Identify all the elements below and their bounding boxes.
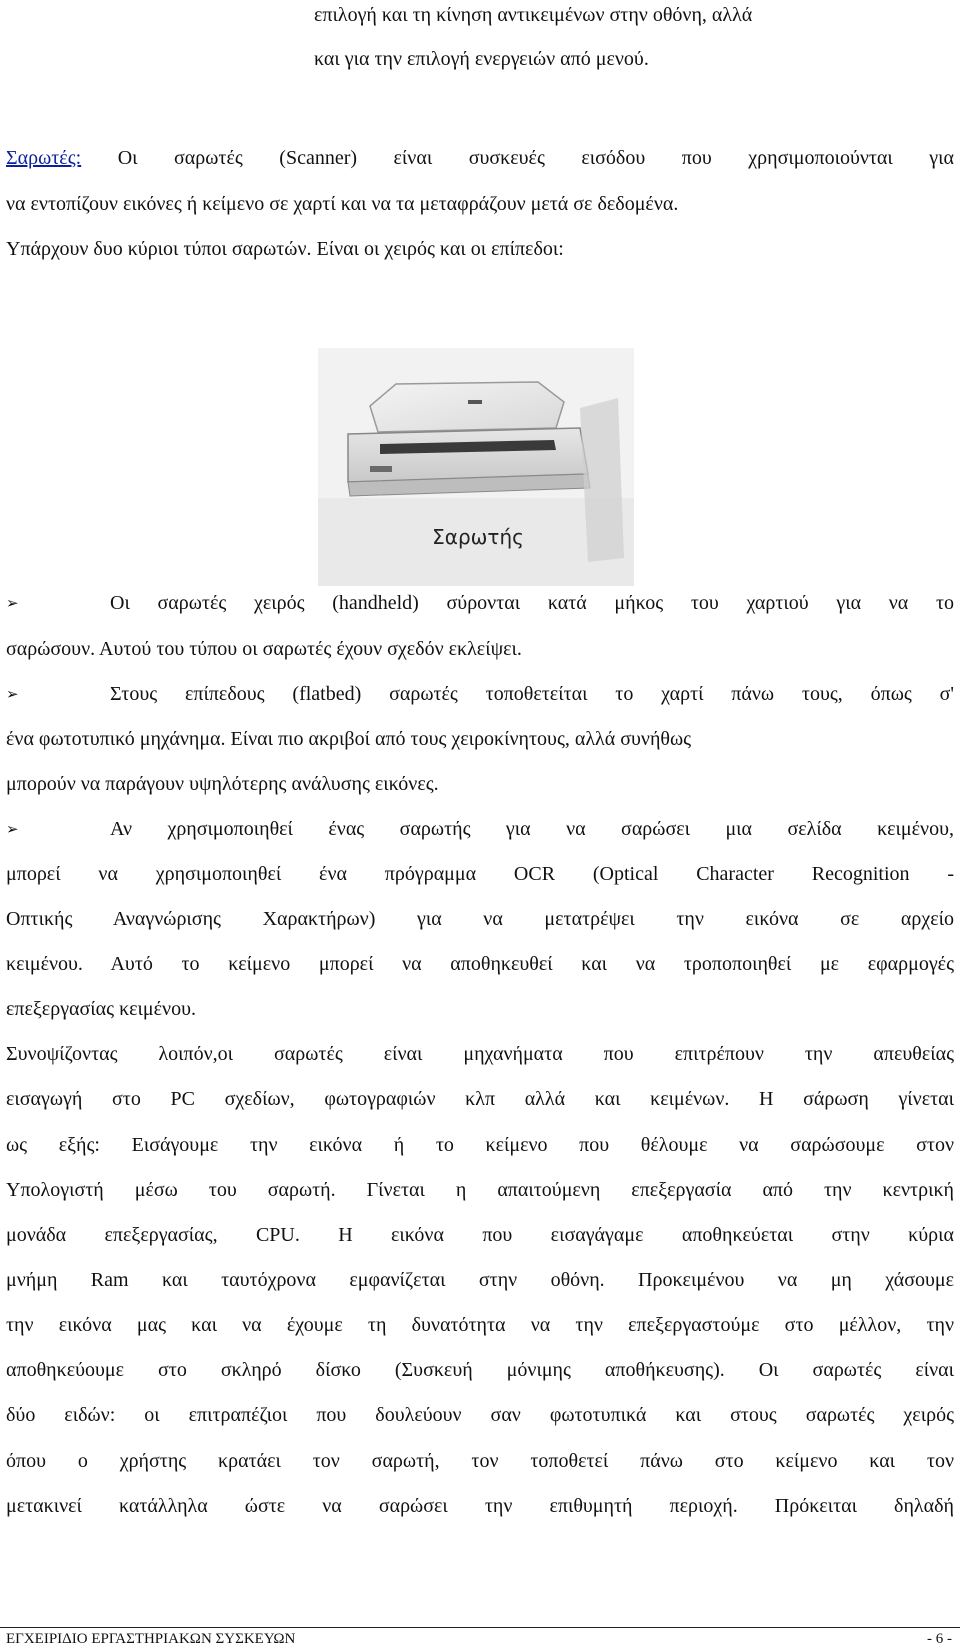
summary-line: μονάδα επεξεργασίας, CPU. Η εικόνα που εισαγάγαμε αποθηκεύεται στην κύρια <box>6 1224 954 1246</box>
bullet-2-line-2: ένα φωτοτυπικό μηχάνημα. Είναι πιο ακριβοί από τους χειροκίνητους, αλλά συνήθως <box>6 728 692 750</box>
bullet-1-line-2: σαρώσουν. Αυτού του τύπου οι σαρωτές έχουν σχεδόν εκλείψει. <box>6 638 522 660</box>
bullet-2-line-3: μπορούν να παράγουν υψηλότερης ανάλυσης εικόνες. <box>6 773 439 795</box>
bullet-3-line-2: μπορεί να χρησιμοποιηθεί ένα πρόγραμμα OCR (Optical Character Recognition - <box>6 863 954 885</box>
summary-line: ως εξής: Εισάγουμε την εικόνα ή το κείμενο που θέλουμε να σαρώσουμε στον <box>6 1134 954 1156</box>
bullet-3-line-3: Οπτικής Αναγνώρισης Χαρακτήρων) για να μετατρέψει την εικόνα σε αρχείο <box>6 908 954 930</box>
bullet-icon: ➢ <box>6 594 19 612</box>
figure-caption: Σαρωτής <box>432 525 524 549</box>
bullet-icon: ➢ <box>6 820 19 838</box>
summary-line: δύο ειδών: οι επιτραπέζιοι που δουλεύουν σαν φωτοτυπικά και στους σαρωτές χειρός <box>6 1404 954 1426</box>
bullet-1-first-line: Οι σαρωτές χειρός (handheld) σύρονται κατά μήκος του χαρτιού για να το <box>110 592 954 614</box>
footer-title: ΕΓΧΕΙΡΙΔΙΟ ΕΡΓΑΣΤΗΡΙΑΚΩΝ ΣΥΣΚΕΥΩΝ <box>6 1631 296 1647</box>
scanners-paragraph-line-3: Υπάρχουν δυο κύριοι τύποι σαρωτών. Είναι οι χειρός και οι επίπεδοι: <box>6 238 564 260</box>
bullet-icon: ➢ <box>6 685 19 703</box>
bullet-3-line-5: επεξεργασίας κειμένου. <box>6 998 196 1020</box>
scanners-line-1-text: Οι σαρωτές (Scanner) είναι συσκευές εισόδου που χρησιμοποιούνται για <box>81 147 954 169</box>
summary-line: αποθηκεύουμε στο σκληρό δίσκο (Συσκευή μόνιμης αποθήκευσης). Οι σαρωτές είναι <box>6 1359 954 1381</box>
intro-line-1: επιλογή και τη κίνηση αντικειμένων στην οθόνη, αλλά <box>314 4 753 26</box>
summary-line: εισαγωγή στο PC σχεδίων, φωτογραφιών κλπ αλλά και κειμένων. Η σάρωση γίνεται <box>6 1088 954 1110</box>
bullet-3-line-4: κειμένου. Αυτό το κείμενο μπορεί να αποθηκευθεί και να τροποποιηθεί με εφαρμογές <box>6 953 954 975</box>
footer-divider <box>0 1627 960 1628</box>
summary-line: μνήμη Ram και ταυτόχρονα εμφανίζεται στην οθόνη. Προκειμένου να μη χάσουμε <box>6 1269 954 1291</box>
scanner-photo <box>318 348 634 586</box>
summary-line: Υπολογιστή μέσω του σαρωτή. Γίνεται η απαιτούμενη επεξεργασία από την κεντρική <box>6 1179 954 1201</box>
summary-line: μετακινεί κατάλληλα ώστε να σαρώσει την επιθυμητή περιοχή. Πρόκειται δηλαδή <box>6 1495 954 1517</box>
summary-line: την εικόνα μας και να έχουμε τη δυνατότητα να την επεξεργαστούμε στο μέλλον, την <box>6 1314 954 1336</box>
summary-line: όπου ο χρήστης κρατάει τον σαρωτή, τον τοποθετεί πάνω στο κείμενο και τον <box>6 1450 954 1472</box>
page-number: - 6 - <box>927 1631 952 1647</box>
summary-line: Συνοψίζοντας λοιπόν,οι σαρωτές είναι μηχανήματα που επιτρέπουν την απευθείας <box>6 1043 954 1065</box>
bullet-2-first-line: Στους επίπεδους (flatbed) σαρωτές τοποθετείται το χαρτί πάνω τους, όπως σ' <box>110 683 954 705</box>
scanners-paragraph-line-1 <box>6 144 954 172</box>
scanners-term: Σαρωτές: <box>6 147 82 169</box>
intro-line-2: και για την επιλογή ενεργειών από μενού. <box>314 48 649 70</box>
bullet-3-first-line: Αν χρησιμοποιηθεί ένας σαρωτής για να σαρώσει μια σελίδα κειμένου, <box>110 818 954 840</box>
scanners-paragraph-line-2: να εντοπίζουν εικόνες ή κείμενο σε χαρτί και να τα μεταφράζουν μετά σε δεδομένα. <box>6 193 679 215</box>
